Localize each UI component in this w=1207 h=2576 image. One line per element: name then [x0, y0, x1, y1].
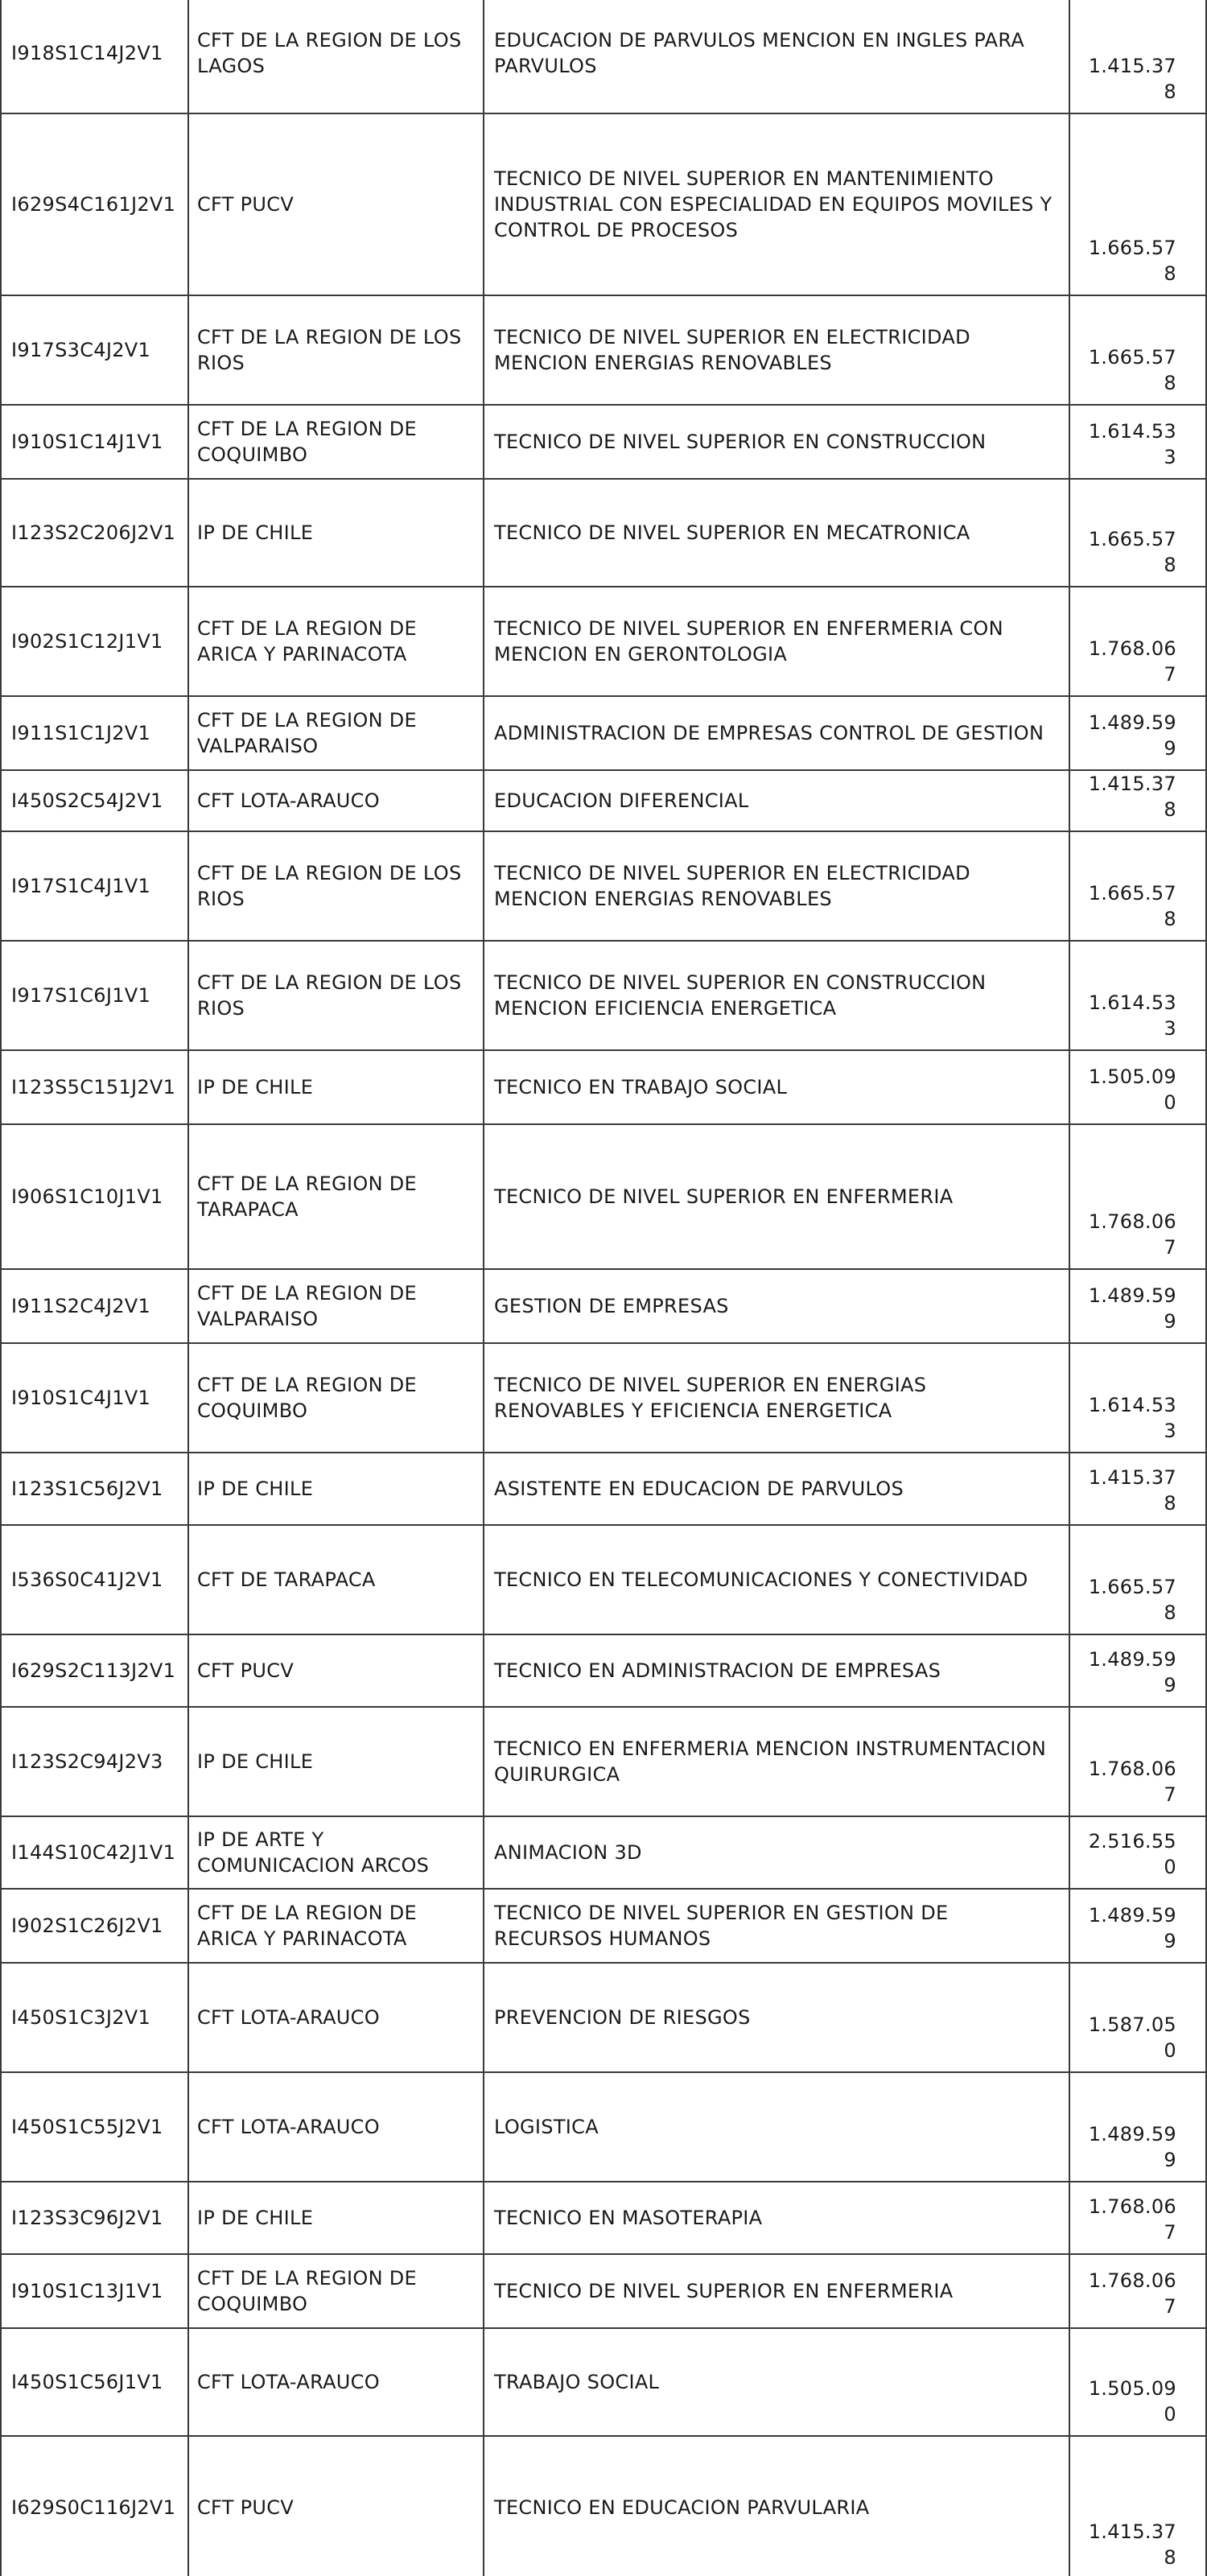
career-code: I450S1C3J2V1	[1, 1963, 188, 2072]
institution-name: CFT LOTA-ARAUCO	[188, 2328, 484, 2436]
program-name: ASISTENTE EN EDUCACION DE PARVULOS	[484, 1453, 1069, 1525]
amount-value: 1.415.378	[1069, 0, 1206, 113]
program-name: TECNICO DE NIVEL SUPERIOR EN CONSTRUCCION MENCION EFICIENCIA ENERGETICA	[484, 941, 1069, 1050]
career-code: I917S1C4J1V1	[1, 831, 188, 941]
career-code: I911S2C4J2V1	[1, 1269, 188, 1343]
institution-name: CFT DE LA REGION DE COQUIMBO	[188, 2254, 484, 2328]
institution-name: IP DE CHILE	[188, 2182, 484, 2254]
program-name: TRABAJO SOCIAL	[484, 2328, 1069, 2436]
table-row	[1, 1963, 1206, 2072]
institution-name: CFT PUCV	[188, 1634, 484, 1707]
table-row	[1, 295, 1206, 405]
program-name: TECNICO DE NIVEL SUPERIOR EN ELECTRICIDAD MENCION ENERGIAS RENOVABLES	[484, 295, 1069, 405]
institution-name: CFT DE LA REGION DE COQUIMBO	[188, 405, 484, 479]
institution-name: CFT DE LA REGION DE LOS RIOS	[188, 941, 484, 1050]
amount-value: 1.614.533	[1069, 1343, 1206, 1453]
amount-value: 1.614.533	[1069, 941, 1206, 1050]
career-code: I902S1C12J1V1	[1, 587, 188, 696]
institution-name: CFT DE LA REGION DE LOS RIOS	[188, 831, 484, 941]
career-code: I450S1C55J2V1	[1, 2072, 188, 2182]
institution-name: CFT DE LA REGION DE COQUIMBO	[188, 1343, 484, 1453]
amount-value: 1.768.067	[1069, 1124, 1206, 1269]
institution-name: CFT DE LA REGION DE LOS LAGOS	[188, 0, 484, 113]
institution-name: CFT LOTA-ARAUCO	[188, 770, 484, 831]
institution-name: CFT DE TARAPACA	[188, 1525, 484, 1634]
table-row	[1, 2072, 1206, 2182]
table-row	[1, 1050, 1206, 1124]
amount-value: 1.665.578	[1069, 1525, 1206, 1634]
amount-value: 1.505.090	[1069, 2328, 1206, 2436]
table-row	[1, 2436, 1206, 2576]
program-name: TECNICO EN EDUCACION PARVULARIA	[484, 2436, 1069, 2576]
table-row	[1, 0, 1206, 113]
table-row	[1, 113, 1206, 295]
program-name: GESTION DE EMPRESAS	[484, 1269, 1069, 1343]
institution-name: CFT DE LA REGION DE TARAPACA	[188, 1124, 484, 1269]
amount-value: 1.415.378	[1069, 770, 1206, 831]
career-code: I629S0C116J2V1	[1, 2436, 188, 2576]
table-row	[1, 831, 1206, 941]
amount-value: 1.587.050	[1069, 1963, 1206, 2072]
amount-value: 1.489.599	[1069, 696, 1206, 770]
program-name: TECNICO DE NIVEL SUPERIOR EN CONSTRUCCION	[484, 405, 1069, 479]
program-name: LOGISTICA	[484, 2072, 1069, 2182]
amount-value: 1.489.599	[1069, 1269, 1206, 1343]
amount-value: 1.768.067	[1069, 587, 1206, 696]
table-row	[1, 587, 1206, 696]
table-row	[1, 405, 1206, 479]
table-row	[1, 1343, 1206, 1453]
program-name: EDUCACION DIFERENCIAL	[484, 770, 1069, 831]
career-code: I911S1C1J2V1	[1, 696, 188, 770]
career-code: I144S10C42J1V1	[1, 1816, 188, 1889]
amount-value: 1.665.578	[1069, 831, 1206, 941]
program-name: TECNICO EN TELECOMUNICACIONES Y CONECTIVIDAD	[484, 1525, 1069, 1634]
institution-name: IP DE CHILE	[188, 479, 484, 587]
career-code: I123S5C151J2V1	[1, 1050, 188, 1124]
amount-value: 1.614.533	[1069, 405, 1206, 479]
career-code: I123S3C96J2V1	[1, 2182, 188, 2254]
career-code: I902S1C26J2V1	[1, 1889, 188, 1963]
institution-name: CFT PUCV	[188, 113, 484, 295]
program-name: TECNICO EN ENFERMERIA MENCION INSTRUMENTACION QUIRURGICA	[484, 1707, 1069, 1816]
amount-value: 1.665.578	[1069, 113, 1206, 295]
table-row	[1, 1816, 1206, 1889]
program-name: TECNICO DE NIVEL SUPERIOR EN MANTENIMIENTO INDUSTRIAL CON ESPECIALIDAD EN EQUIPOS MOVILES Y CONTROL DE PROCESOS	[484, 113, 1069, 295]
career-code: I450S2C54J2V1	[1, 770, 188, 831]
program-name: TECNICO DE NIVEL SUPERIOR EN ENFERMERIA	[484, 1124, 1069, 1269]
table-row	[1, 1634, 1206, 1707]
amount-value: 1.665.578	[1069, 479, 1206, 587]
institution-name: CFT DE LA REGION DE ARICA Y PARINACOTA	[188, 587, 484, 696]
amount-value: 1.489.599	[1069, 1634, 1206, 1707]
career-code: I906S1C10J1V1	[1, 1124, 188, 1269]
amount-value: 1.768.067	[1069, 1707, 1206, 1816]
program-name: TECNICO DE NIVEL SUPERIOR EN ENFERMERIA	[484, 2254, 1069, 2328]
table-row	[1, 696, 1206, 770]
institution-name: IP DE CHILE	[188, 1050, 484, 1124]
program-name: TECNICO DE NIVEL SUPERIOR EN GESTION DE RECURSOS HUMANOS	[484, 1889, 1069, 1963]
amount-value: 1.415.378	[1069, 1453, 1206, 1525]
institution-name: CFT PUCV	[188, 2436, 484, 2576]
amount-value: 1.489.599	[1069, 1889, 1206, 1963]
amount-value: 1.415.378	[1069, 2436, 1206, 2576]
table-row	[1, 1889, 1206, 1963]
table-row	[1, 2182, 1206, 2254]
program-name: ANIMACION 3D	[484, 1816, 1069, 1889]
institution-name: CFT DE LA REGION DE LOS RIOS	[188, 295, 484, 405]
career-code: I918S1C14J2V1	[1, 0, 188, 113]
amount-value: 1.505.090	[1069, 1050, 1206, 1124]
program-name: TECNICO EN TRABAJO SOCIAL	[484, 1050, 1069, 1124]
institution-name: CFT DE LA REGION DE VALPARAISO	[188, 1269, 484, 1343]
program-name: PREVENCION DE RIESGOS	[484, 1963, 1069, 2072]
table-row	[1, 2328, 1206, 2436]
program-name: TECNICO DE NIVEL SUPERIOR EN ELECTRICIDAD MENCION ENERGIAS RENOVABLES	[484, 831, 1069, 941]
career-code: I917S3C4J2V1	[1, 295, 188, 405]
program-name: TECNICO EN ADMINISTRACION DE EMPRESAS	[484, 1634, 1069, 1707]
career-code: I123S1C56J2V1	[1, 1453, 188, 1525]
career-code: I123S2C206J2V1	[1, 479, 188, 587]
table-row	[1, 1525, 1206, 1634]
career-code: I910S1C14J1V1	[1, 405, 188, 479]
career-code: I536S0C41J2V1	[1, 1525, 188, 1634]
institution-name: CFT LOTA-ARAUCO	[188, 2072, 484, 2182]
institution-name: IP DE CHILE	[188, 1707, 484, 1816]
career-code: I450S1C56J1V1	[1, 2328, 188, 2436]
table-row	[1, 1453, 1206, 1525]
institution-name: IP DE CHILE	[188, 1453, 484, 1525]
institution-name: CFT LOTA-ARAUCO	[188, 1963, 484, 2072]
program-name: TECNICO DE NIVEL SUPERIOR EN MECATRONICA	[484, 479, 1069, 587]
table-row	[1, 1124, 1206, 1269]
institution-name: IP DE ARTE Y COMUNICACION ARCOS	[188, 1816, 484, 1889]
amount-value: 1.665.578	[1069, 295, 1206, 405]
institution-name: CFT DE LA REGION DE VALPARAISO	[188, 696, 484, 770]
table-row	[1, 941, 1206, 1050]
table-row	[1, 1707, 1206, 1816]
career-code: I910S1C4J1V1	[1, 1343, 188, 1453]
table-row	[1, 479, 1206, 587]
career-code: I629S4C161J2V1	[1, 113, 188, 295]
amount-value: 2.516.550	[1069, 1816, 1206, 1889]
table-row	[1, 770, 1206, 831]
career-code: I910S1C13J1V1	[1, 2254, 188, 2328]
program-name: TECNICO DE NIVEL SUPERIOR EN ENFERMERIA CON MENCION EN GERONTOLOGIA	[484, 587, 1069, 696]
career-code: I629S2C113J2V1	[1, 1634, 188, 1707]
table-row	[1, 2254, 1206, 2328]
amount-value: 1.768.067	[1069, 2182, 1206, 2254]
institution-name: CFT DE LA REGION DE ARICA Y PARINACOTA	[188, 1889, 484, 1963]
program-name: ADMINISTRACION DE EMPRESAS CONTROL DE GESTION	[484, 696, 1069, 770]
amount-value: 1.489.599	[1069, 2072, 1206, 2182]
amount-value: 1.768.067	[1069, 2254, 1206, 2328]
program-name: TECNICO DE NIVEL SUPERIOR EN ENERGIAS RENOVABLES Y EFICIENCIA ENERGETICA	[484, 1343, 1069, 1453]
career-code: I123S2C94J2V3	[1, 1707, 188, 1816]
program-name: EDUCACION DE PARVULOS MENCION EN INGLES PARA PARVULOS	[484, 0, 1069, 113]
program-name: TECNICO EN MASOTERAPIA	[484, 2182, 1069, 2254]
table-row	[1, 1269, 1206, 1343]
career-code: I917S1C6J1V1	[1, 941, 188, 1050]
